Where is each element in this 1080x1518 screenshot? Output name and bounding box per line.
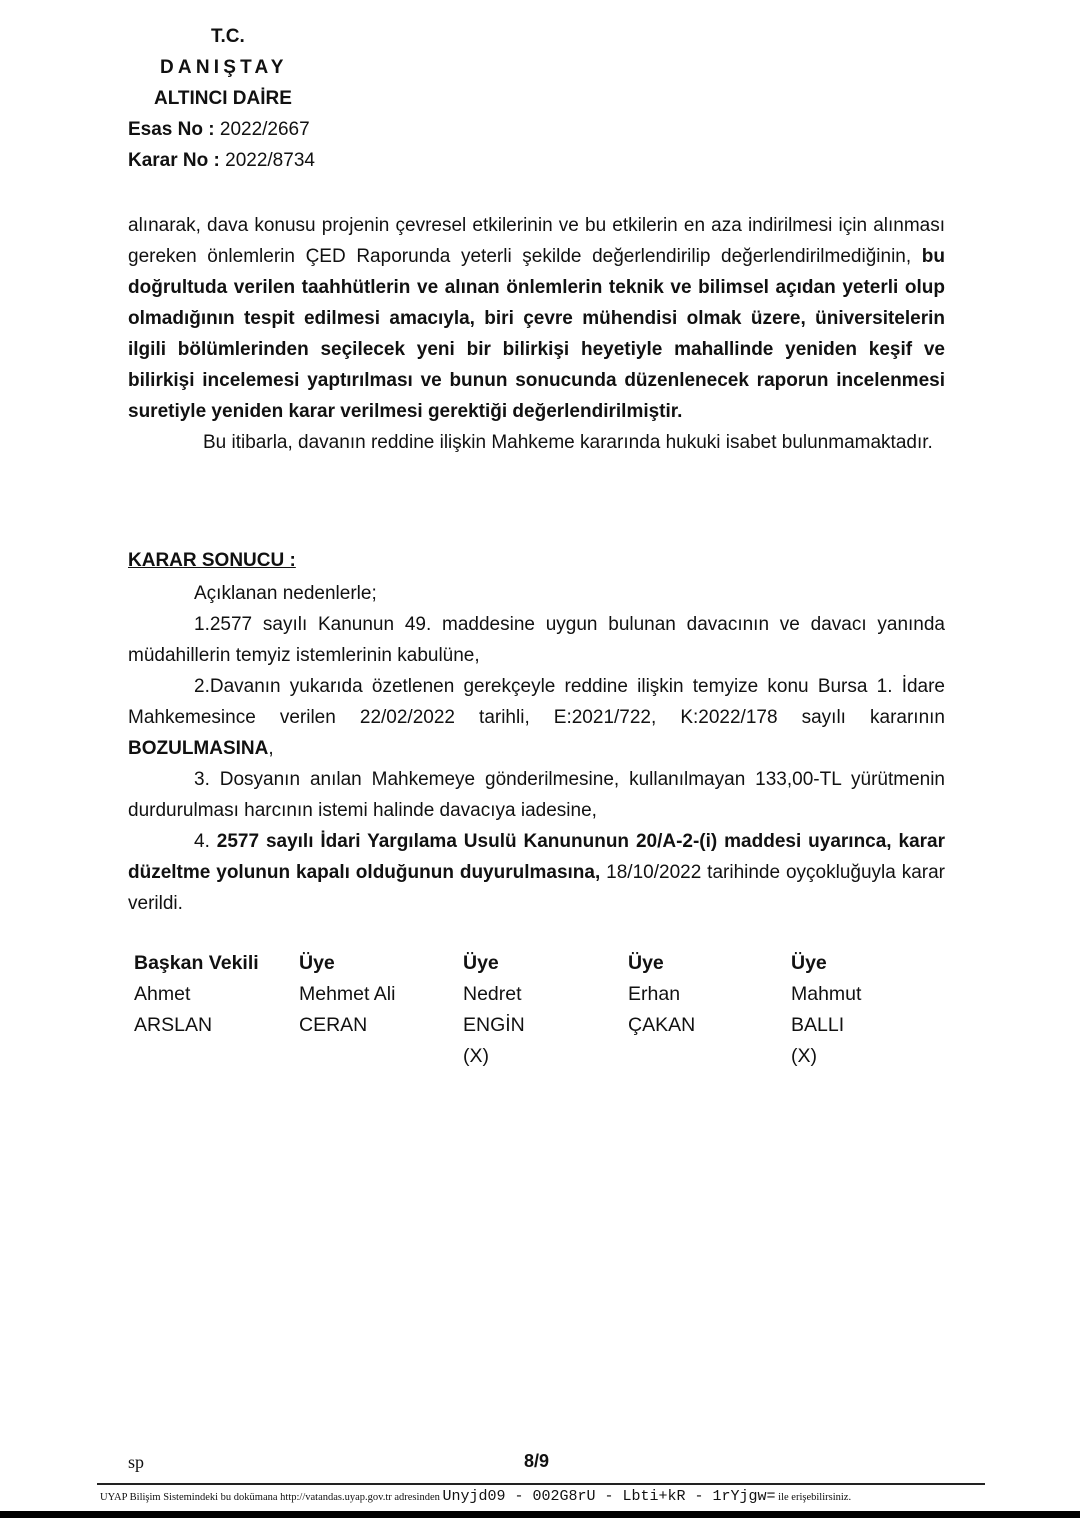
header-court: DANIŞTAY <box>160 57 288 78</box>
signature-first-name: Mehmet Ali <box>299 983 396 1005</box>
signature-role: Üye <box>463 952 499 974</box>
karar-item-2-bold: BOZULMASINA <box>128 738 269 759</box>
signature-last-name: CERAN <box>299 1014 368 1036</box>
signature-last-name: ÇAKAN <box>628 1014 696 1036</box>
karar-no-value: 2022/8734 <box>225 150 315 171</box>
signature-role: Üye <box>628 952 664 974</box>
page-number: 8/9 <box>524 1451 550 1471</box>
signature-role: Üye <box>299 952 335 974</box>
footer-initials: sp <box>128 1452 145 1472</box>
body-p1-bold: bu doğrultuda verilen taahhütlerin ve alınan önlemlerin teknik ve bilimsel açıdan yeterli olup olmadığının tespit edilmesi amacıyla, biri çevre mühendisi olmak üzere, üniversitelerin ilgili bölümlerinden seçilecek yeni bir bilirkişi heyetiyle mahallinde yeniden keşif ve bilirkişi incelemesi yaptırılması ve bunun sonucunda düzenlenecek raporun incelenmesi suretiyle yeniden karar verilmesi gerektiği değerlendirilmiştir. <box>128 246 945 422</box>
karar-no-label: Karar No : <box>128 150 220 171</box>
signature-uye-2 <box>463 948 525 1072</box>
karar-intro: Açıklanan nedenlerle; <box>194 583 377 604</box>
esas-no-label: Esas No : <box>128 119 215 140</box>
body-paragraph-2: Bu itibarla, davanın reddine ilişkin Mahkeme kararında hukuki isabet bulunmamaktadır. <box>203 432 933 453</box>
header-tc: T.C. <box>211 26 245 47</box>
signature-role: Üye <box>791 952 827 974</box>
body-p1-plain: alınarak, dava konusu projenin çevresel etkilerinin ve bu etkilerin en aza indirilmesi için alınması gereken önlemlerin ÇED Raporunda yeterli şekilde değerlendirilip değerlendirilmediğinin, <box>128 215 945 267</box>
signature-first-name: Mahmut <box>791 983 862 1005</box>
signature-last-name: ENGİN <box>463 1014 525 1036</box>
signature-role: Başkan Vekili <box>134 952 259 974</box>
signature-last-name: BALLI <box>791 1014 845 1036</box>
signature-baskan-vekili <box>134 948 259 1041</box>
esas-no-value: 2022/2667 <box>219 119 310 140</box>
uyap-access-note <box>100 1488 851 1505</box>
header-chamber: ALTINCI DAİRE <box>154 88 292 109</box>
karar-item-1: 1.2577 sayılı Kanunun 49. maddesine uygun bulunan davacının ve davacı yanında müdahillerin temyiz istemlerinin kabulüne, <box>128 614 945 666</box>
signature-uye-4 <box>791 948 861 1072</box>
signature-last-name: ARSLAN <box>134 1014 213 1036</box>
uyap-prefix: UYAP Bilişim Sistemindeki bu dokümana http://vatandas.uyap.gov.tr adresinden <box>100 1492 443 1503</box>
document-body <box>128 210 945 458</box>
signature-first-name: Erhan <box>628 983 681 1005</box>
esas-no-row <box>128 119 310 141</box>
karar-item-2-end: , <box>268 738 274 759</box>
uyap-code: Unyjd09 - 002G8rU - Lbti+kR - 1rYjgw= <box>442 1488 776 1505</box>
signature-first-name: Nedret <box>463 983 522 1005</box>
karar-item-4-end: 18/10/2022 tarihinde oyçokluğuyla karar verildi. <box>128 862 945 914</box>
karar-item-4-bold: 2577 sayılı İdari Yargılama Usulü Kanununun 20/A-2-(i) maddesi uyarınca, karar düzeltme yolunun kapalı olduğunun duyurulmasına, <box>128 831 945 883</box>
karar-item-4-prefix: 4. <box>194 831 217 852</box>
karar-sonucu-title: KARAR SONUCU : <box>128 550 296 571</box>
karar-item-4 <box>128 826 945 919</box>
signature-uye-1 <box>299 948 395 1041</box>
signature-note: (X) <box>463 1045 489 1067</box>
signature-uye-3 <box>628 948 695 1041</box>
karar-sonucu-section <box>128 578 945 919</box>
footer-divider <box>97 1483 985 1485</box>
body-paragraph-1 <box>128 210 945 427</box>
bottom-edge-bar <box>0 1511 1080 1518</box>
signature-first-name: Ahmet <box>134 983 191 1005</box>
karar-item-2 <box>128 671 945 764</box>
uyap-suffix: ile erişebilirsiniz. <box>775 1492 852 1503</box>
karar-item-2-text: 2.Davanın yukarıda özetlenen gerekçeyle reddine ilişkin temyize konu Bursa 1. İdare Mahkemesince verilen 22/02/2022 tarihli, E:2021/722, K:2022/178 sayılı kararının <box>128 676 945 728</box>
signature-note: (X) <box>791 1045 817 1067</box>
karar-item-3: 3. Dosyanın anılan Mahkemeye gönderilmesine, kullanılmayan 133,00-TL yürütmenin durdurulması harcının istemi halinde davacıya iadesine, <box>128 769 945 821</box>
karar-no-row <box>128 150 315 172</box>
document-header <box>0 0 1080 180</box>
